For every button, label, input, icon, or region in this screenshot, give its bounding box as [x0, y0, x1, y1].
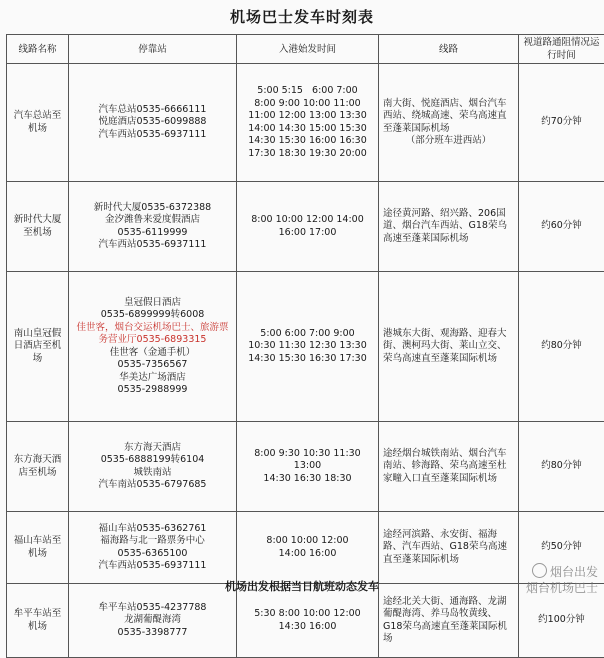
- cell-line: 17:30 18:30 19:30 20:00: [240, 148, 375, 161]
- route-name: 南山皇冠假日酒店至机场: [7, 272, 69, 422]
- duration: 约100分钟: [519, 584, 604, 658]
- cell-line: 福海路与北一路票务中心: [72, 535, 233, 548]
- cell-line: 牟平车站0535-4237788: [72, 602, 233, 615]
- route-name: 福山车站至机场: [7, 512, 69, 584]
- cell-line: 0535-6119999: [72, 227, 233, 240]
- cell-line: 0535-6365100: [72, 548, 233, 561]
- stops-cell: [69, 182, 237, 272]
- cell-line: 8:00 10:00 12:00: [240, 535, 375, 548]
- stops-cell: [69, 64, 237, 182]
- departure-times: [237, 272, 379, 422]
- cell-line: 汽车西站0535-6937111: [72, 560, 233, 573]
- cell-line: 0535-3398777: [72, 627, 233, 640]
- cell-line: 汽车南站0535-6797685: [72, 479, 233, 492]
- path-text: 南大街、悦庭酒店、烟台汽车西站、绕城高速、荣乌高速直至蓬莱国际机场: [383, 98, 514, 136]
- watermark-line-1: 烟台出发: [526, 563, 598, 580]
- departure-times: [237, 422, 379, 512]
- table-row: [7, 64, 604, 182]
- watermark: [526, 563, 598, 596]
- cell-line: 金汐潍鲁来爱度假酒店: [72, 214, 233, 227]
- cell-line: 5:00 5:15 6:00 7:00: [240, 85, 375, 98]
- duration: 约60分钟: [519, 182, 604, 272]
- cell-line: 8:00 9:00 10:00 11:00: [240, 98, 375, 111]
- cell-line: 东方海天酒店: [72, 442, 233, 455]
- route-name: 牟平车站至机场: [7, 584, 69, 658]
- cell-line: 城铁南站: [72, 467, 233, 480]
- cell-line: 0535-6899999转6008: [72, 309, 233, 322]
- route-path: [379, 64, 519, 182]
- route-name: 东方海天酒店至机场: [7, 422, 69, 512]
- departure-times: [237, 182, 379, 272]
- footer-note: 机场出发根据当日航班动态发车: [0, 573, 604, 600]
- cell-line: 14:30 16:30 18:30: [240, 473, 375, 486]
- table-row: [7, 272, 604, 422]
- table-header-row: [7, 35, 604, 64]
- cell-line: 华美达广场酒店: [72, 372, 233, 385]
- cell-line: 5:30 8:00 10:00 12:00: [240, 608, 375, 621]
- route-name: 汽车总站至机场: [7, 64, 69, 182]
- cell-line: 新时代大厦0535-6372388: [72, 202, 233, 215]
- header-stops: 停靠站: [69, 35, 237, 64]
- page-title: 机场巴士发车时刻表: [0, 0, 604, 34]
- header-route: 线路名称: [7, 35, 69, 64]
- cell-line: 悦庭酒店0535-6099888: [72, 116, 233, 129]
- header-duration: 视道路通阻情况运行时间: [519, 35, 604, 64]
- cell-line: 皇冠假日酒店: [72, 297, 233, 310]
- duration: 约70分钟: [519, 64, 604, 182]
- table-row: [7, 422, 604, 512]
- path-text: 途经烟台城铁南站、烟台汽车南站、轸海路、荣乌高速至杜家疃入口直至蓬莱国际机场: [383, 448, 514, 486]
- path-text: 途经河滨路、永安街、福海路、汽车西站、G18荣乌高速直至蓬莱国际机场: [383, 529, 514, 567]
- header-path: 线路: [379, 35, 519, 64]
- cell-line: 8:00 10:00 12:00 14:00: [240, 214, 375, 227]
- watermark-line-2: 烟台机场巴士: [526, 580, 598, 596]
- header-times: 入港始发时间: [237, 35, 379, 64]
- stops-cell: [69, 422, 237, 512]
- cell-line: 佳世客（金通手机）: [72, 347, 233, 360]
- cell-line: 14:30 15:30 16:00 16:30: [240, 135, 375, 148]
- duration: 约80分钟: [519, 272, 604, 422]
- path-text: （部分班车进西站）: [383, 135, 514, 148]
- cell-line: 8:00 9:30 10:30 11:30: [240, 448, 375, 461]
- table-row: [7, 182, 604, 272]
- cell-line: 5:00 6:00 7:00 9:00: [240, 328, 375, 341]
- cell-line: 龙湖葡醍海湾: [72, 614, 233, 627]
- route-path: [379, 272, 519, 422]
- cell-line: 14:30 16:00: [240, 621, 375, 634]
- cell-line: 汽车总站0535-6666111: [72, 104, 233, 117]
- duration: 约50分钟: [519, 512, 604, 584]
- route-name: 新时代大厦至机场: [7, 182, 69, 272]
- path-text: 途径黄河路、绍兴路、206国道、烟台汽车西站、G18荣乌高速至蓬莱国际机场: [383, 208, 514, 246]
- cell-line: 汽车西站0535-6937111: [72, 129, 233, 142]
- cell-line: 11:00 12:00 13:00 13:30: [240, 110, 375, 123]
- cell-line: 0535-7356567: [72, 359, 233, 372]
- cell-line: 16:00 17:00: [240, 227, 375, 240]
- route-path: [379, 182, 519, 272]
- route-path: [379, 422, 519, 512]
- duration: 约80分钟: [519, 422, 604, 512]
- highlight-stop: 佳世客，烟台交运机场巴士、旅游票务营业厅0535-6893315: [72, 322, 233, 347]
- cell-line: 10:30 11:30 12:30 13:30: [240, 340, 375, 353]
- cell-line: 14:00 14:30 15:00 15:30: [240, 123, 375, 136]
- cell-line: 0535-6888199转6104: [72, 454, 233, 467]
- wechat-icon: [532, 563, 547, 578]
- path-text: 港城东大街、观海路、迎春大街、澳柯玛大街、莱山立交、荣乌高速直至蓬莱国际机场: [383, 328, 514, 366]
- cell-line: 福山车站0535-6362761: [72, 523, 233, 536]
- cell-line: 14:30 15:30 16:30 17:30: [240, 353, 375, 366]
- stops-cell: [69, 272, 237, 422]
- cell-line: 14:00 16:00: [240, 548, 375, 561]
- schedule-table: [6, 34, 604, 658]
- path-text: 途经北关大街、通海路、龙湖葡醍海湾、养马岛牧黄线、G18荣乌高速直至蓬莱国际机场: [383, 596, 514, 646]
- cell-line: 13:00: [240, 460, 375, 473]
- cell-line: 0535-2988999: [72, 384, 233, 397]
- cell-line: 汽车西站0535-6937111: [72, 239, 233, 252]
- departure-times: [237, 64, 379, 182]
